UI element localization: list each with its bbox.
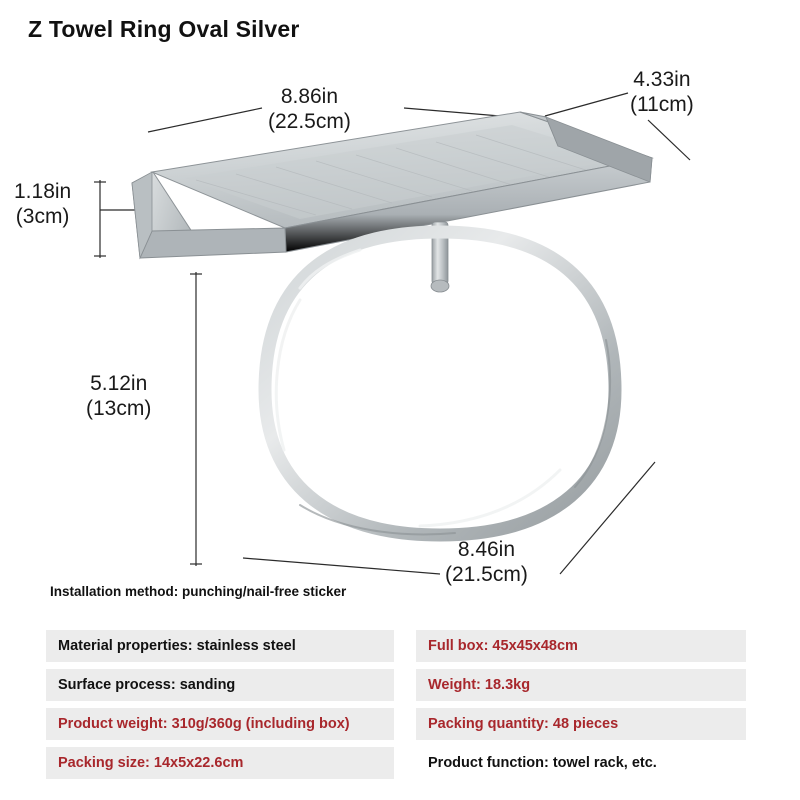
connector-cap [431, 280, 449, 292]
ring-width-cm: (21.5cm) [445, 562, 528, 586]
shelf-thickness-inch: 1.18in [14, 180, 72, 203]
dimension-shelf-thickness [14, 180, 71, 230]
spec-column-right [416, 630, 746, 779]
spec-table [46, 630, 756, 779]
shelf-depth-inch: 4.33in [633, 68, 691, 91]
spec-row: Product weight: 310g/360g (including box) [46, 708, 394, 740]
spec-row: Product function: towel rack, etc. [428, 755, 657, 771]
page-title: Z Towel Ring Oval Silver [28, 16, 300, 42]
spec-row: Surface process: sanding [46, 669, 394, 701]
shelf-depth-cm: (11cm) [630, 92, 694, 116]
shelf-width-inch: 8.86in [280, 85, 339, 108]
towel-ring-highlight [276, 250, 560, 526]
spec-row: Material properties: stainless steel [46, 630, 394, 662]
dimension-ring-height [86, 372, 151, 422]
ring-width-inch: 8.46in [457, 538, 516, 561]
shelf-left-edge [140, 228, 286, 258]
ring-height-inch: 5.12in [90, 372, 148, 395]
spec-column-left [46, 630, 394, 779]
shelf-width-cm: (22.5cm) [268, 109, 351, 133]
spec-row: Packing quantity: 48 pieces [416, 708, 746, 740]
dimension-shelf-width [268, 85, 351, 135]
ring-height-cm: (13cm) [86, 396, 152, 420]
spec-row: Full box: 45x45x48cm [416, 630, 746, 662]
spec-row: Packing size: 14x5x22.6cm [46, 747, 394, 779]
shelf-thickness-cm: (3cm) [15, 204, 70, 228]
dimension-ring-width [445, 538, 528, 588]
dimension-shelf-depth [630, 68, 694, 118]
installation-method-note: Installation method: punching/nail-free sticker [50, 584, 347, 599]
spec-row: Weight: 18.3kg [416, 669, 746, 701]
